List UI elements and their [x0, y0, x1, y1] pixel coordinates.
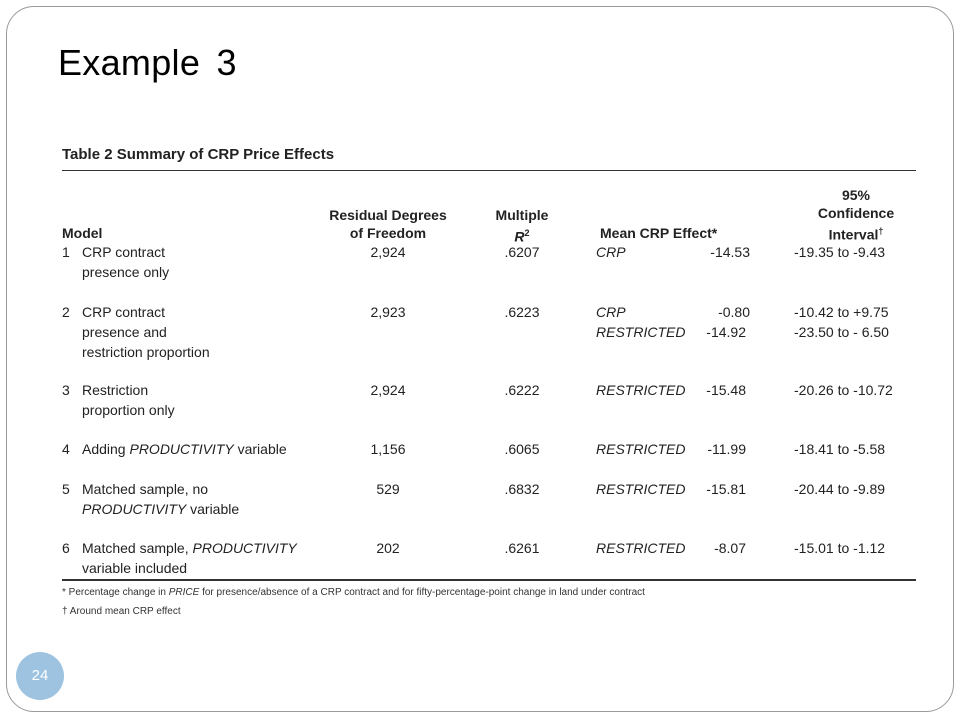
row-model-italic: PRODUCTIVITY [82, 501, 187, 517]
row-model-italic: PRODUCTIVITY [192, 540, 297, 556]
effect-variable: RESTRICTED [596, 481, 686, 497]
row-model-line: proportion only [82, 402, 175, 418]
header-residual-df-line2: of Freedom [349, 225, 427, 241]
effect-ci: -10.42 to +9.75 [794, 304, 889, 320]
effect-variable: RESTRICTED [596, 382, 686, 398]
header-multiple-line1: Multiple [495, 207, 549, 223]
effect-variable: RESTRICTED [596, 441, 686, 457]
row-model [82, 439, 287, 459]
row-model-text: variable [186, 501, 240, 517]
footnote-italic: PRICE [168, 587, 200, 598]
effect-variable: RESTRICTED [596, 540, 686, 556]
effect-variable: CRP [596, 244, 626, 260]
effect-ci: -15.01 to -1.12 [794, 540, 886, 556]
header-residual-df [318, 206, 458, 242]
row-model [82, 380, 175, 420]
header-r-superscript: 2 [524, 228, 530, 238]
row-model [82, 242, 169, 282]
row-number: 5 [62, 481, 70, 497]
row-model-line: CRP contract [82, 304, 165, 320]
header-residual-df-line1: Residual Degrees [329, 207, 447, 223]
row-model-text: Adding [82, 441, 130, 457]
row-model-line: variable included [82, 560, 188, 576]
row-number: 6 [62, 540, 70, 556]
row-model-line [82, 499, 239, 519]
row-model-line [82, 538, 297, 558]
table-caption: Table 2 Summary of CRP Price Effects [62, 146, 335, 163]
effect-ci: -19.35 to -9.43 [794, 244, 886, 260]
row-r2: .6222 [504, 382, 540, 398]
header-multiple-r2 [482, 206, 562, 246]
row-number: 4 [62, 441, 70, 457]
row-model-line: Restriction [82, 382, 149, 398]
slide-title: Example 3 [58, 42, 237, 83]
effect-value: -14.53 [710, 244, 750, 260]
effect-ci: -20.26 to -10.72 [794, 382, 893, 398]
effect-ci: -20.44 to -9.89 [794, 481, 886, 497]
row-model-text: Matched sample, [82, 540, 193, 556]
row-model-text: variable [233, 441, 287, 457]
row-model-line: presence and [82, 324, 167, 340]
footnote-star [62, 587, 645, 598]
effect-value: -15.48 [706, 382, 746, 398]
effect-ci: -18.41 to -5.58 [794, 441, 886, 457]
footnote-text: * Percentage change in [62, 587, 169, 598]
row-model [82, 538, 297, 578]
row-model-line: restriction proportion [82, 344, 210, 360]
row-model [82, 302, 210, 362]
header-mean-effect-star: * [711, 225, 718, 241]
row-r2: .6223 [504, 304, 540, 320]
row-r2: .6065 [504, 441, 540, 457]
row-number: 1 [62, 244, 70, 260]
header-ci-dagger: † [878, 226, 884, 236]
header-ci-interval: Interval [828, 226, 879, 243]
effect-variable: RESTRICTED [596, 324, 686, 340]
row-model [82, 479, 239, 519]
header-ci [794, 186, 918, 244]
effect-variable: CRP [596, 304, 626, 320]
row-model-italic: PRODUCTIVITY [129, 441, 234, 457]
effect-value: -8.07 [714, 540, 746, 556]
row-r2: .6207 [504, 244, 540, 260]
row-model-line: presence only [82, 264, 170, 280]
row-number: 3 [62, 382, 70, 398]
page-number-badge: 24 [16, 652, 64, 700]
row-df: 1,156 [370, 441, 406, 457]
effect-value: -0.80 [718, 304, 750, 320]
header-mean-effect [600, 224, 717, 242]
row-model-line: CRP contract [82, 244, 165, 260]
row-df: 2,924 [370, 382, 406, 398]
table-bottom-rule [62, 579, 916, 581]
header-ci-line2: Confidence [817, 205, 895, 221]
header-mean-effect-text: Mean CRP Effect [600, 225, 712, 241]
row-model-line: Matched sample, no [82, 481, 209, 497]
row-df: 529 [376, 481, 400, 497]
header-model: Model [62, 225, 103, 241]
footnote-text: for presence/absence of a CRP contract and for fifty-percentage-point change in land under contract [199, 587, 645, 598]
table-top-rule [62, 170, 916, 171]
row-r2: .6832 [504, 481, 540, 497]
header-ci-line3 [794, 222, 918, 244]
footnote-dagger: † Around mean CRP effect [62, 606, 181, 617]
row-df: 202 [376, 540, 400, 556]
effect-ci: -23.50 to - 6.50 [794, 324, 889, 340]
effect-value: -14.92 [706, 324, 746, 340]
effect-value: -15.81 [706, 481, 746, 497]
effect-value: -11.99 [707, 441, 746, 457]
header-ci-line1: 95% [841, 187, 871, 203]
row-df: 2,924 [370, 244, 406, 260]
header-r-symbol: R [514, 228, 525, 245]
row-df: 2,923 [370, 304, 406, 320]
row-r2: .6261 [504, 540, 540, 556]
row-number: 2 [62, 304, 70, 320]
